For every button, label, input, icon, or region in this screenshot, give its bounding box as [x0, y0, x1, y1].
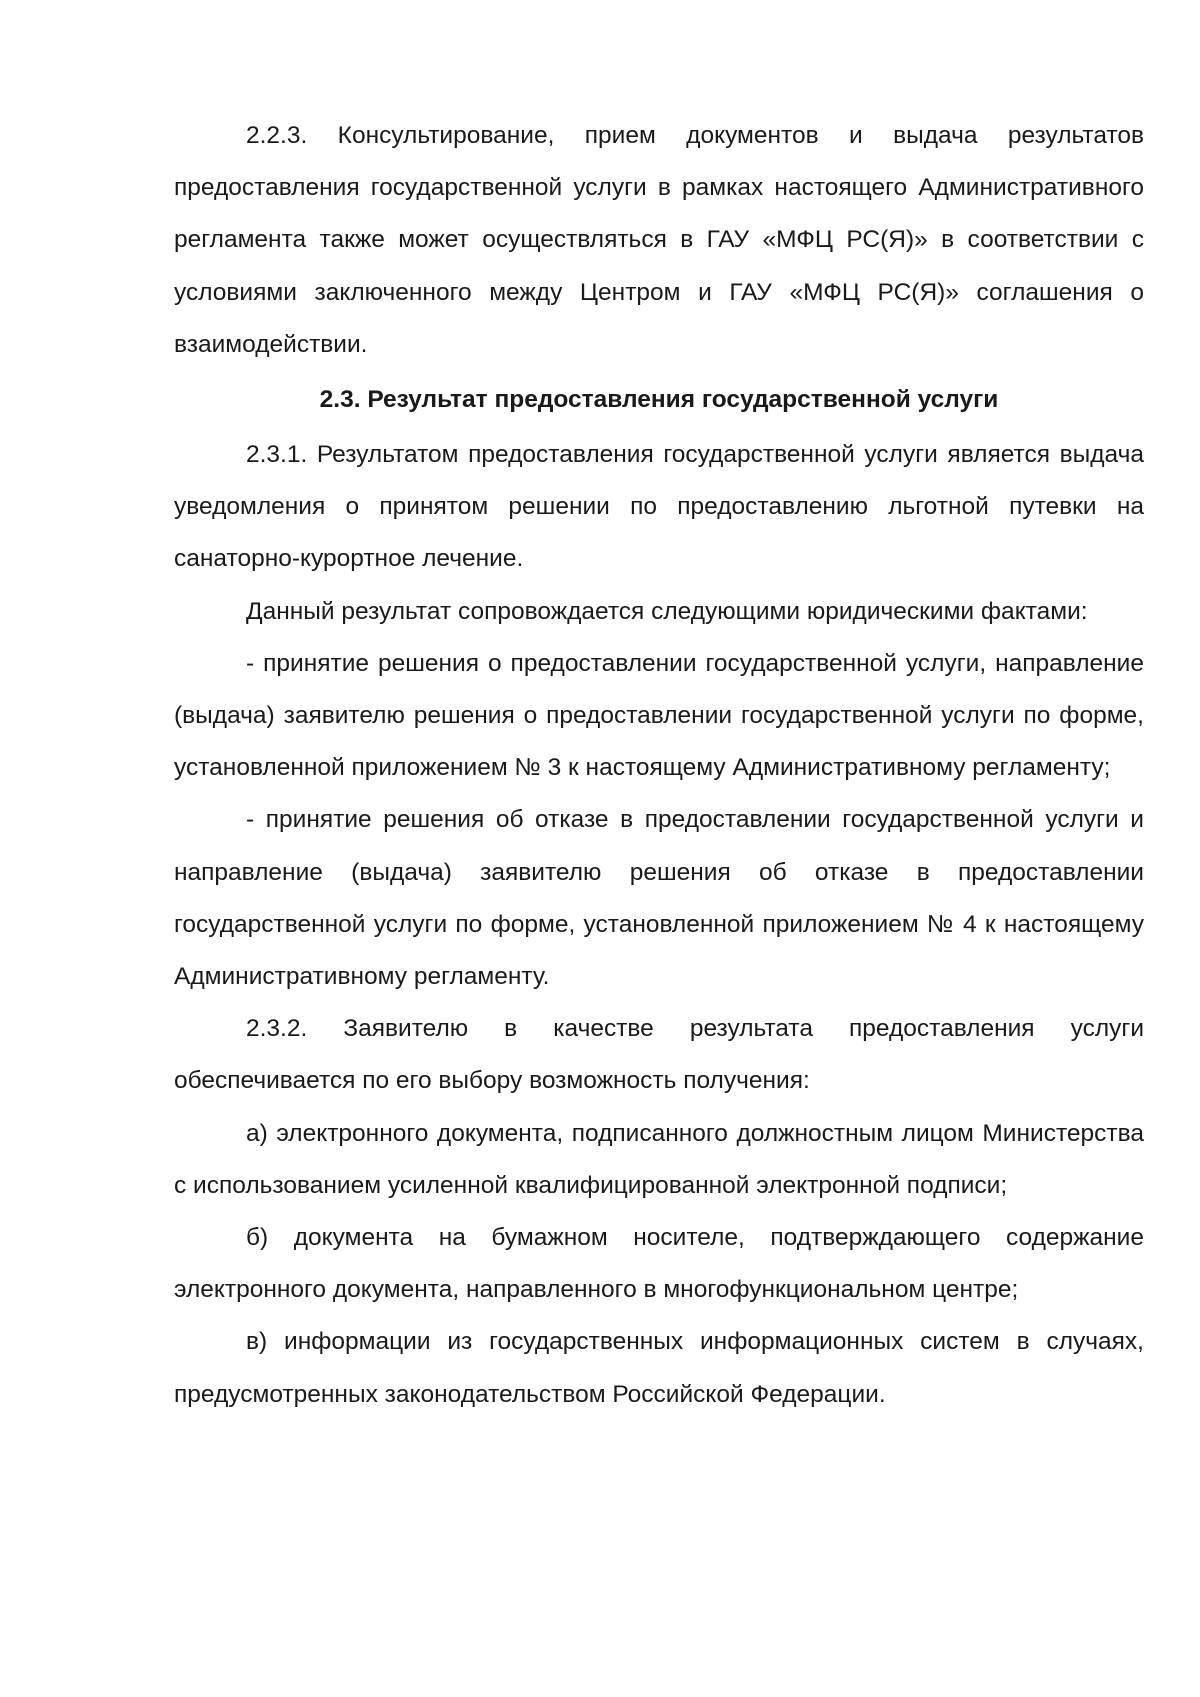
section-heading-2-3: 2.3. Результат предоставления государственной услуги [319, 386, 999, 414]
document-page [174, 110, 1144, 1421]
list-item-a: а) электронного документа, подписанного должностным лицом Министерства с использованием усиленной квалифицированной электронной подписи; [174, 1119, 1144, 1199]
list-item-grant-decision: - принятие решения о предоставлении государственной услуги, направление (выдача) заявителю решения о предоставлении государственной услуги по форме, установленной приложением № 3 к настоящему Административному регламенту; [174, 649, 1144, 782]
paragraph-2-3-1: 2.3.1. Результатом предоставления государственной услуги является выдача уведомления о принятом решении по предоставлению льготной путевки на санаторно-курортное лечение. [174, 441, 1144, 573]
paragraph-2-2-3: 2.2.3. Консультирование, прием документов и выдача результатов предоставления государственной услуги в рамках настоящего Административного регламента также может осуществляться в ГАУ «МФЦ РС(Я)» в соответствии с условиями заключенного между Центром и ГАУ «МФЦ РС(Я)» соглашения о взаимодействии. [174, 122, 1144, 358]
list-item-refusal-decision: - принятие решения об отказе в предоставлении государственной услуги и направление (выдача) заявителю решения об отказе в предоставлении государственной услуги по форме, установленной приложением № 4 к настоящему Административному регламенту. [174, 806, 1144, 991]
list-item-b: б) документа на бумажном носителе, подтверждающего содержание электронного документа, направленного в многофункциональном центре; [174, 1224, 1144, 1304]
paragraph-2-3-2: 2.3.2. Заявителю в качестве результата предоставления услуги обеспечивается по его выбору возможность получения: [174, 1015, 1144, 1095]
paragraph-legal-facts-intro: Данный результат сопровождается следующими юридическими фактами: [246, 597, 1088, 625]
list-item-c: в) информации из государственных информационных систем в случаях, предусмотренных законодательством Российской Федерации. [174, 1328, 1144, 1408]
